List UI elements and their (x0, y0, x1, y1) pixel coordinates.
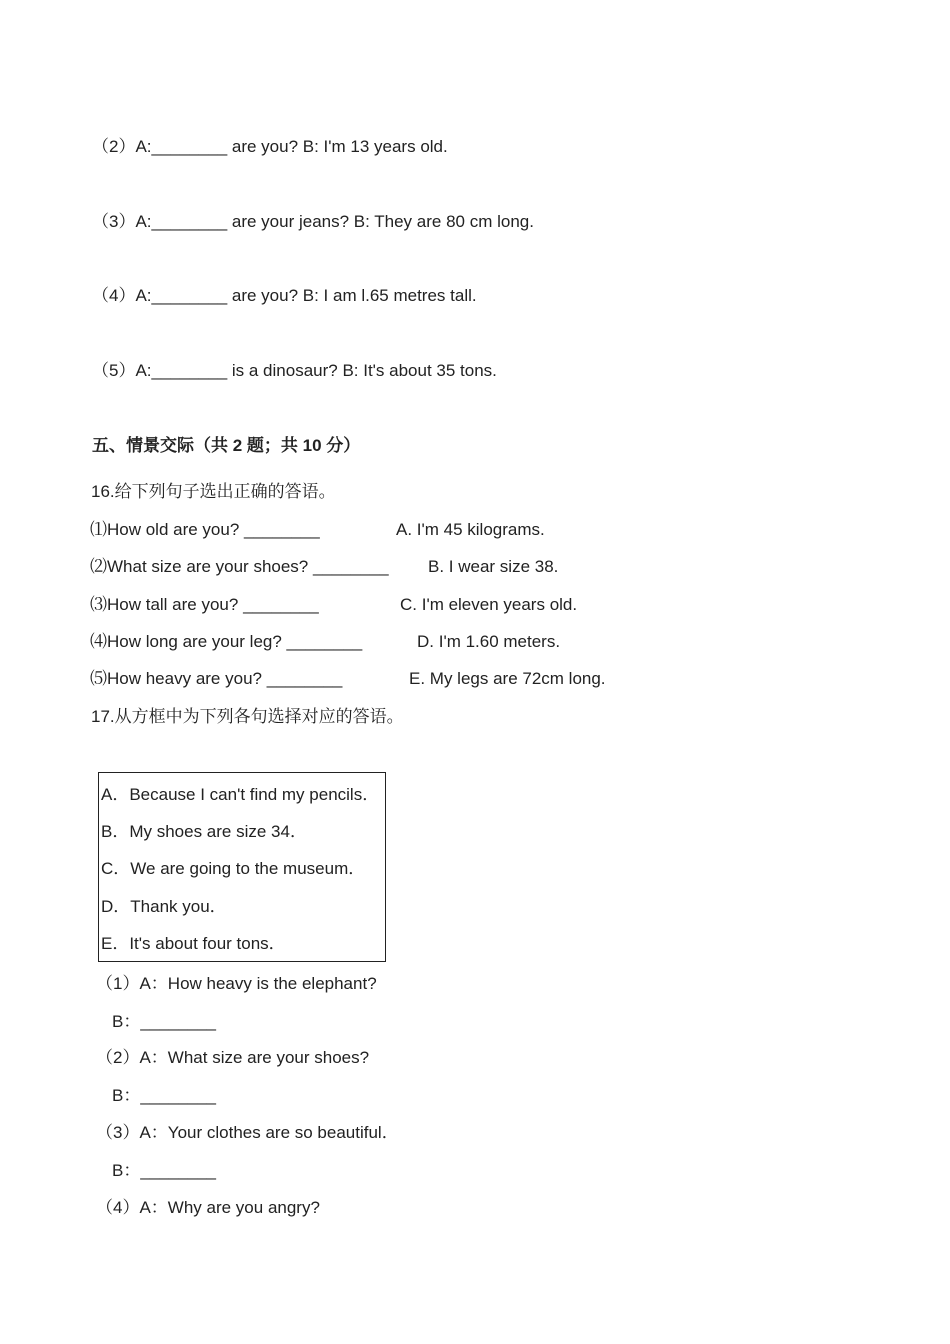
q17-options-box (98, 772, 386, 962)
q17-title: 17.从方框中为下列各句选择对应的答语。 (91, 707, 404, 726)
q17-item-3-question: （3）A：Your clothes are so beautiful． (96, 1123, 399, 1142)
q15-item-3: （3）A:________ are your jeans? B: They are 80 cm long. (92, 212, 534, 231)
q17-item-1-answer-blank: B：________ (112, 1012, 216, 1031)
q16-answer-b: B. I wear size 38. (428, 557, 559, 576)
q17-option-b: B．My shoes are size 34． (101, 822, 307, 841)
q16-answer-e: E. My legs are 72cm long. (409, 669, 606, 688)
q17-option-a: A．Because I can't find my pencils． (101, 785, 380, 804)
q16-answer-d: D. I'm 1.60 meters. (417, 632, 561, 651)
q16-question-4: ⑷How long are your leg? ________ (90, 632, 363, 651)
q17-option-e: E．It's about four tons． (101, 934, 286, 953)
q16-question-2: ⑵What size are your shoes? ________ (90, 557, 389, 576)
q16-title: 16.给下列句子选出正确的答语。 (91, 482, 336, 501)
q17-option-d: D．Thank you． (101, 897, 227, 916)
q15-item-2: （2）A:________ are you? B: I'm 13 years old. (92, 137, 448, 156)
q17-item-2-answer-blank: B：________ (112, 1086, 216, 1105)
q16-question-1: ⑴How old are you? ________ (90, 520, 320, 539)
q17-item-2-question: （2）A：What size are your shoes? (96, 1048, 370, 1067)
q17-item-1-question: （1）A：How heavy is the elephant? (96, 974, 377, 993)
q16-question-3: ⑶How tall are you? ________ (90, 595, 319, 614)
section-heading: 五、情景交际（共 2 题；共 10 分） (92, 436, 361, 455)
q17-item-4-question: （4）A：Why are you angry? (96, 1198, 320, 1217)
q15-item-4: （4）A:________ are you? B: I am l.65 metres tall. (92, 286, 477, 305)
q17-item-3-answer-blank: B：________ (112, 1161, 216, 1180)
q16-answer-c: C. I'm eleven years old. (400, 595, 578, 614)
q16-answer-a: A. I'm 45 kilograms. (396, 520, 545, 539)
q16-question-5: ⑸How heavy are you? ________ (90, 669, 343, 688)
q17-option-c: C．We are going to the museum． (101, 859, 366, 878)
q15-item-5: （5）A:________ is a dinosaur? B: It's about 35 tons. (92, 361, 497, 380)
